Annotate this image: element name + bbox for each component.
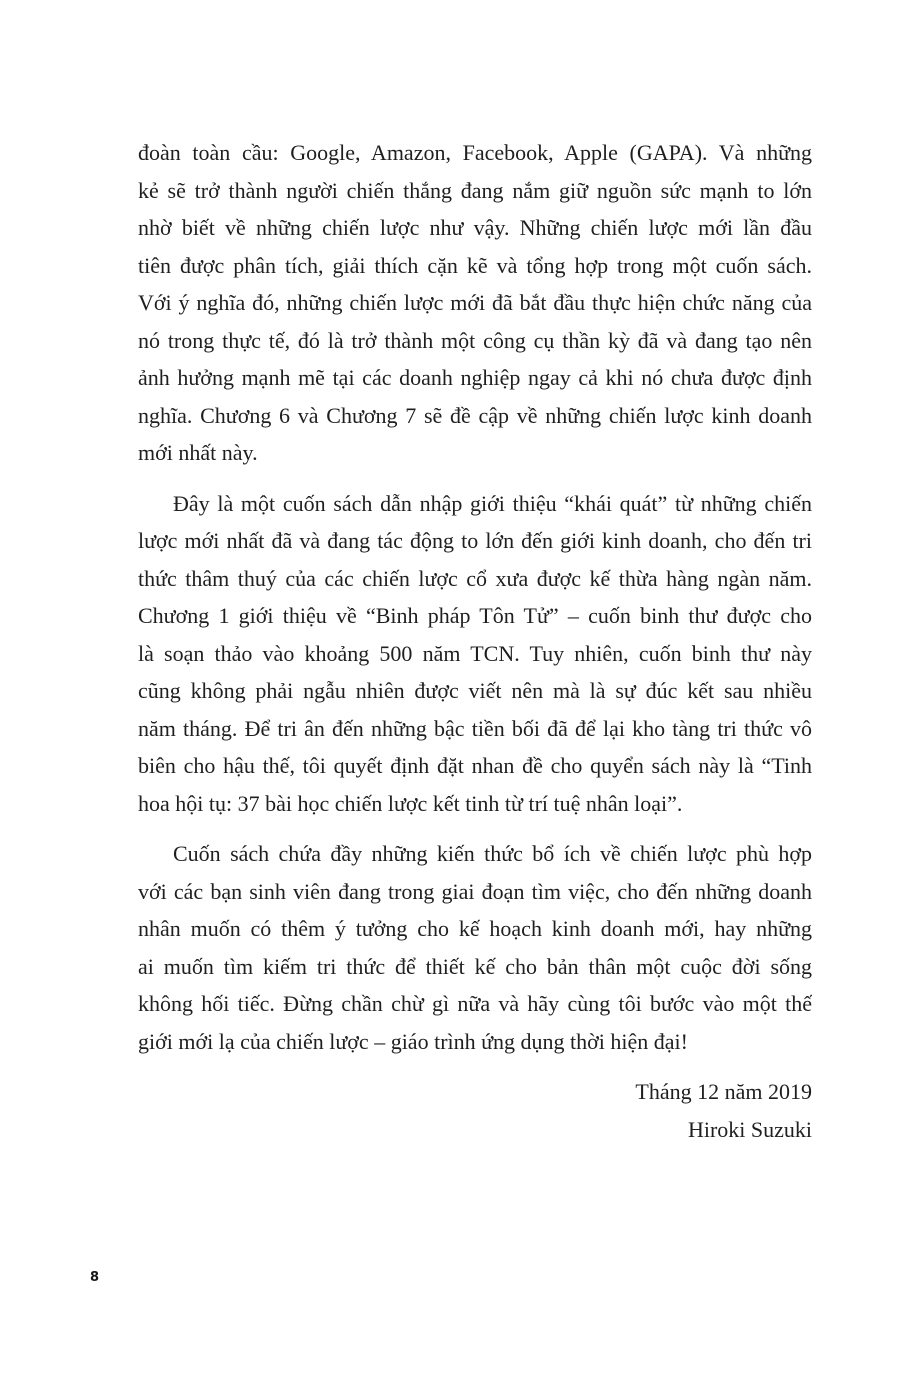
paragraphs-container	[138, 134, 812, 1060]
paragraph	[138, 835, 812, 1060]
text-line: mới nhất này.	[138, 440, 258, 465]
text-line: nhân muốn có thêm ý tưởng cho kế hoạch kinh doanh mới, hay những	[138, 916, 812, 941]
text-line: Cuốn sách chứa đầy những kiến thức bổ ích về chiến lược phù hợp	[173, 841, 812, 866]
paragraph	[138, 485, 812, 823]
text-line: biên cho hậu thế, tôi quyết định đặt nhan đề cho quyển sách này là “Tinh	[138, 753, 812, 778]
text-line: đoàn toàn cầu: Google, Amazon, Facebook, Apple (GAPA). Và những	[138, 140, 812, 165]
text-line: nhờ biết về những chiến lược như vậy. Những chiến lược mới lần đầu	[138, 215, 812, 240]
signature-author: Hiroki Suzuki	[687, 1116, 812, 1142]
text-line: thức thâm thuý của các chiến lược cổ xưa được kế thừa hàng ngàn năm.	[138, 565, 812, 591]
body-text	[138, 134, 812, 1148]
text-line: nó trong thực tế, đó là trở thành một công cụ thần kỳ đã và đang tạo nên	[138, 327, 812, 353]
text-line: ai muốn tìm kiếm tri thức để thiết kế cho bản thân một cuộc đời sống	[138, 953, 812, 979]
text-line: tiên được phân tích, giải thích cặn kẽ và tổng hợp trong một cuốn sách.	[138, 252, 812, 278]
signature-date: Tháng 12 năm 2019	[635, 1079, 812, 1104]
text-line: ảnh hưởng mạnh mẽ tại các doanh nghiệp ngay cả khi nó chưa được định	[138, 365, 812, 390]
page-number: 8	[90, 1270, 100, 1285]
text-line: nghĩa. Chương 6 và Chương 7 sẽ đề cập về những chiến lược kinh doanh	[138, 402, 812, 428]
text-line: lược mới nhất đã và đang tác động to lớn đến giới kinh doanh, cho đến tri	[138, 528, 812, 553]
text-line: Đây là một cuốn sách dẫn nhập giới thiệu “khái quát” từ những chiến	[173, 490, 812, 516]
text-line: Chương 1 giới thiệu về “Binh pháp Tôn Tử” – cuốn binh thư được cho	[138, 603, 812, 628]
signature-block	[138, 1073, 812, 1148]
text-line: với các bạn sinh viên đang trong giai đoạn tìm việc, cho đến những doanh	[138, 878, 812, 904]
text-line: Với ý nghĩa đó, những chiến lược mới đã bắt đầu thực hiện chức năng của	[138, 290, 812, 315]
text-line: là soạn thảo vào khoảng 500 năm TCN. Tuy nhiên, cuốn binh thư này	[138, 640, 812, 666]
text-line: cũng không phải ngẫu nhiên được viết nên mà là sự đúc kết sau nhiều	[138, 678, 812, 703]
text-line: hoa hội tụ: 37 bài học chiến lược kết tinh từ trí tuệ nhân loại”.	[138, 790, 683, 816]
paragraph	[138, 134, 812, 472]
text-line: giới mới lạ của chiến lược – giáo trình ứng dụng thời hiện đại!	[138, 1028, 688, 1054]
text-line: năm tháng. Để tri ân đến những bậc tiền bối đã để lại kho tàng tri thức vô	[138, 715, 812, 741]
text-line: kẻ sẽ trở thành người chiến thắng đang nắm giữ nguồn sức mạnh to lớn	[138, 177, 812, 203]
text-line: không hối tiếc. Đừng chần chừ gì nữa và hãy cùng tôi bước vào một thế	[138, 991, 812, 1016]
